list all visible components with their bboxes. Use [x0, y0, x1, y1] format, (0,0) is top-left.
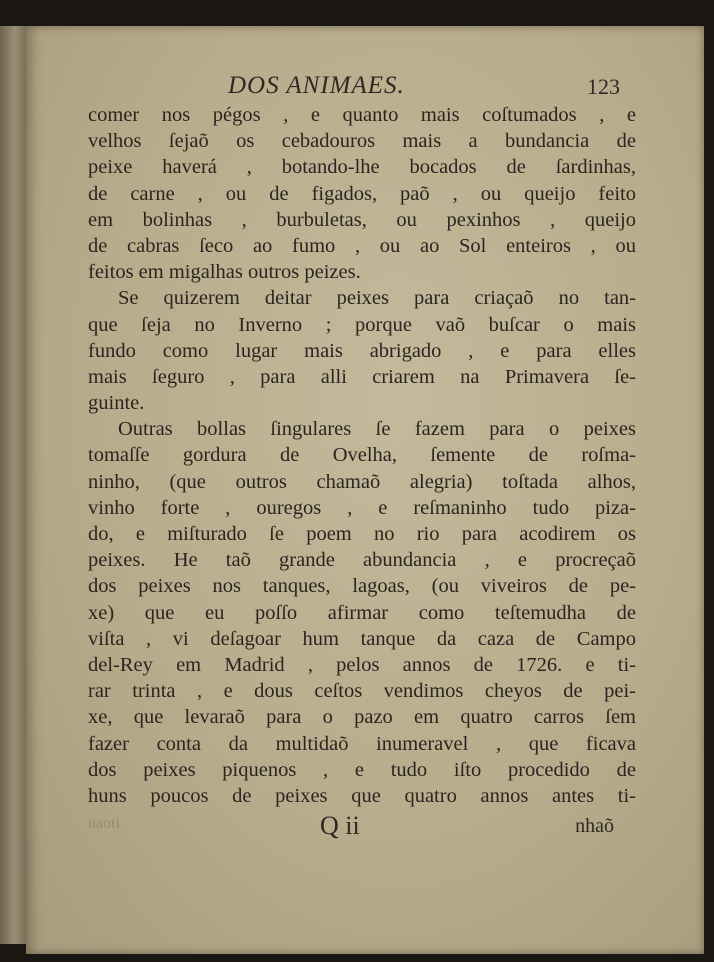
text-line: huns poucos de peixes que quatro annos antes ti- — [88, 784, 636, 807]
page — [26, 26, 704, 954]
bleed-through-text: uaoti — [88, 815, 120, 833]
text-line: de carne , ou de figados, paõ , ou queijo feito — [88, 182, 636, 205]
catchword: nhaõ — [575, 815, 614, 838]
paragraph-start-line: Se quizerem deitar peixes para criaçaõ no tan- — [118, 287, 636, 310]
text-line: ninho, (que outros chamaõ alegria) toſtada alhos, — [88, 470, 636, 493]
text-block — [88, 72, 636, 843]
text-line: viſta , vi deſagoar hum tanque da caza de Campo — [88, 627, 636, 650]
text-line: del-Rey em Madrid , pelos annos de 1726. e ti- — [88, 653, 636, 676]
text-line: velhos ſejaõ os cebadouros mais a bundancia de — [88, 130, 636, 153]
text-line: peixes. He taõ grande abundancia , e procreçaõ — [88, 549, 636, 572]
text-line: fundo como lugar mais abrigado , e para elles — [88, 339, 636, 362]
text-line: xe, que levaraõ para o pazo em quatro carros ſem — [88, 706, 636, 729]
text-line: que ſeja no Inverno ; porque vaõ buſcar o mais — [88, 313, 636, 336]
text-line: tomaſſe gordura de Ovelha, ſemente de roſma- — [88, 444, 636, 467]
paragraph-start-line: Outras bollas ſingulares ſe fazem para o peixes — [118, 418, 636, 441]
page-number: 123 — [587, 74, 620, 99]
text-line: dos peixes piquenos , e tudo iſto procedido de — [88, 758, 636, 781]
running-head: DOS ANIMAES. — [228, 72, 405, 99]
text-line: guinte. — [88, 392, 145, 415]
text-line: comer nos pégos , e quanto mais coſtumados , e — [88, 104, 636, 126]
text-line: de cabras ſeco ao fumo , ou ao Sol enteiros , ou — [88, 234, 636, 257]
text-line: mais ſeguro , para alli criarem na Primavera ſe- — [88, 365, 636, 388]
text-line: dos peixes nos tanques, lagoas, (ou viveiros de pe- — [88, 575, 636, 598]
text-line: peixe haverá , botando-lhe bocados de ſardinhas, — [88, 156, 636, 179]
text-line: em bolinhas , burbuletas, ou pexinhos , queijo — [88, 208, 636, 231]
text-line: xe) que eu poſſo afirmar como teſtemudha de — [88, 601, 636, 624]
page-header — [88, 72, 636, 102]
text-line: vinho forte , ouregos , e reſmaninho tudo piza- — [88, 496, 636, 519]
page-footer — [88, 811, 636, 843]
facing-page-edge — [0, 26, 28, 944]
signature-mark: Q ii — [320, 811, 360, 841]
text-line: do, e miſturado ſe poem no rio para acodirem os — [88, 523, 636, 545]
text-line: rar trinta , e dous ceſtos vendimos cheyos de pei- — [88, 680, 636, 703]
text-line: feitos em migalhas outros peizes. — [88, 261, 361, 284]
text-line: fazer conta da multidaõ inumeravel , que ficava — [88, 732, 636, 755]
